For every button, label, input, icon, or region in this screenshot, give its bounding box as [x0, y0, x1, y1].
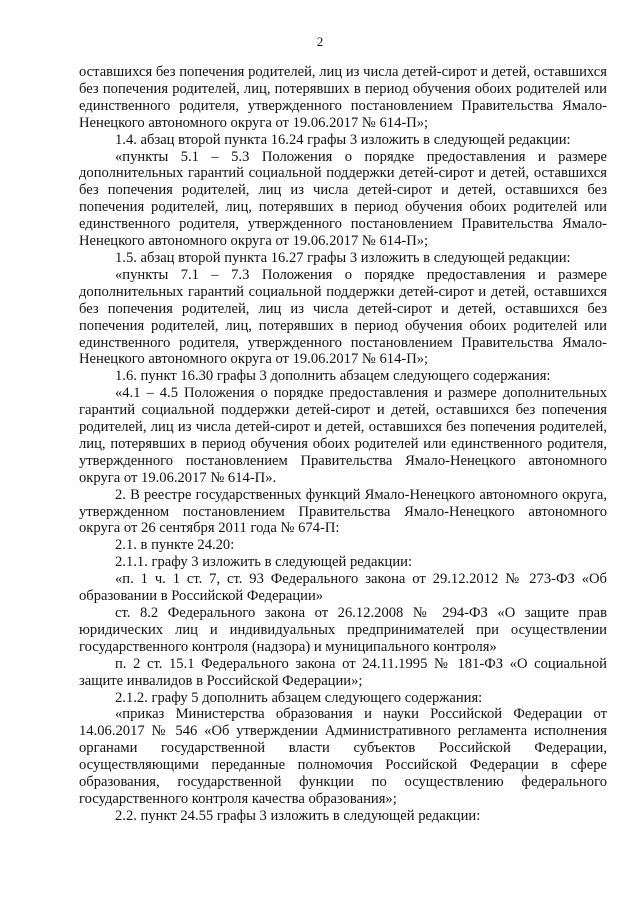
paragraph-quote-273-fz: «п. 1 ч. 1 ст. 7, ст. 93 Федерального закона от 29.12.2012 № 273-ФЗ «Об образовании в Российской Федерации» [79, 571, 607, 605]
paragraph-quote-7-1: «пункты 7.1 – 7.3 Положения о порядке предоставления и размере дополнительных гарантий социальной поддержки детей-сирот и детей, оставшихся без попечения родителей, лиц из числа детей-сирот и детей, оставшихся без попечения родителей, лиц, потерявших в период обучения обоих родителей или единственного родителя, утвержденного постановлением Правительства Ямало-Ненецкого автономного округа от 19.06.2017 № 614-П»; [79, 266, 607, 368]
paragraph-item-2-1: 2.1. в пункте 24.20: [115, 537, 235, 554]
paragraph-item-2-2: 2.2. пункт 24.55 графы 3 изложить в следующей редакции: [115, 807, 481, 824]
paragraph-quote-order-546: «приказ Министерства образования и науки Российской Федерации от 14.06.2017 № 546 «Об утверждении Административного регламента исполнения органами государственной власти субъектов Российской Федерации, осуществляющими переданные полномочия Российской Федерации в сфере образования, государственной функции по осуществлению федерального государственного контроля качества образования»; [79, 706, 607, 807]
page-number: 2 [316, 34, 324, 49]
paragraph-item-2-1-2: 2.1.2. графу 5 дополнить абзацем следующего содержания: [115, 689, 483, 706]
paragraph-item-2-1-1: 2.1.1. графу 3 изложить в следующей редакции: [115, 554, 413, 571]
paragraph-181-fz: п. 2 ст. 15.1 Федерального закона от 24.11.1995 № 181-ФЗ «О социальной защите инвалидов в Российской Федерации»; [79, 655, 607, 689]
paragraph-quote-4-1: «4.1 – 4.5 Положения о порядке предоставления и размере дополнительных гарантий социальной поддержки детей-сирот и детей, оставшихся без попечения родителей, лиц из числа детей-сирот и детей, оставшихся без попечения родителей, лиц, потерявших в период обучения обоих родителей или единственного родителя, утвержденного постановлением Правительства Ямало-Ненецкого автономного округа от 19.06.2017 № 614-П». [79, 385, 607, 486]
document-body [79, 64, 607, 825]
paragraph-item-1-5: 1.5. абзац второй пункта 16.27 графы 3 изложить в следующей редакции: [115, 249, 571, 266]
paragraph-294-fz: ст. 8.2 Федерального закона от 26.12.2008 № 294-ФЗ «О защите прав юридических лиц и индивидуальных предпринимателей при осуществлении государственного контроля (надзора) и муниципального контроля» [79, 605, 607, 655]
paragraph-item-1-6: 1.6. пункт 16.30 графы 3 дополнить абзацем следующего содержания: [115, 368, 551, 385]
paragraph-item-1-4: 1.4. абзац второй пункта 16.24 графы 3 изложить в следующей редакции: [115, 131, 571, 148]
paragraph-quote-5-1: «пункты 5.1 – 5.3 Положения о порядке предоставления и размере дополнительных гарантий социальной поддержки детей-сирот и детей, оставшихся без попечения родителей, лиц из числа детей-сирот и детей, оставшихся без попечения родителей, лиц, потерявших в период обучения обоих родителей или единственного родителя, утвержденного постановлением Правительства Ямало-Ненецкого автономного округа от 19.06.2017 № 614-П»; [79, 148, 607, 250]
paragraph-continued: оставшихся без попечения родителей, лиц из числа детей-сирот и детей, оставшихся без попечения родителей, лиц, потерявших в период обучения обоих родителей или единственного родителя, утвержденного постановлением Правительства Ямало-Ненецкого автономного округа от 19.06.2017 № 614-П»; [79, 64, 607, 131]
paragraph-item-2: 2. В реестре государственных функций Ямало-Ненецкого автономного округа, утвержденном постановлением Правительства Ямало-Ненецкого автономного округа от 26 сентября 2011 года № 674-П: [79, 486, 607, 537]
